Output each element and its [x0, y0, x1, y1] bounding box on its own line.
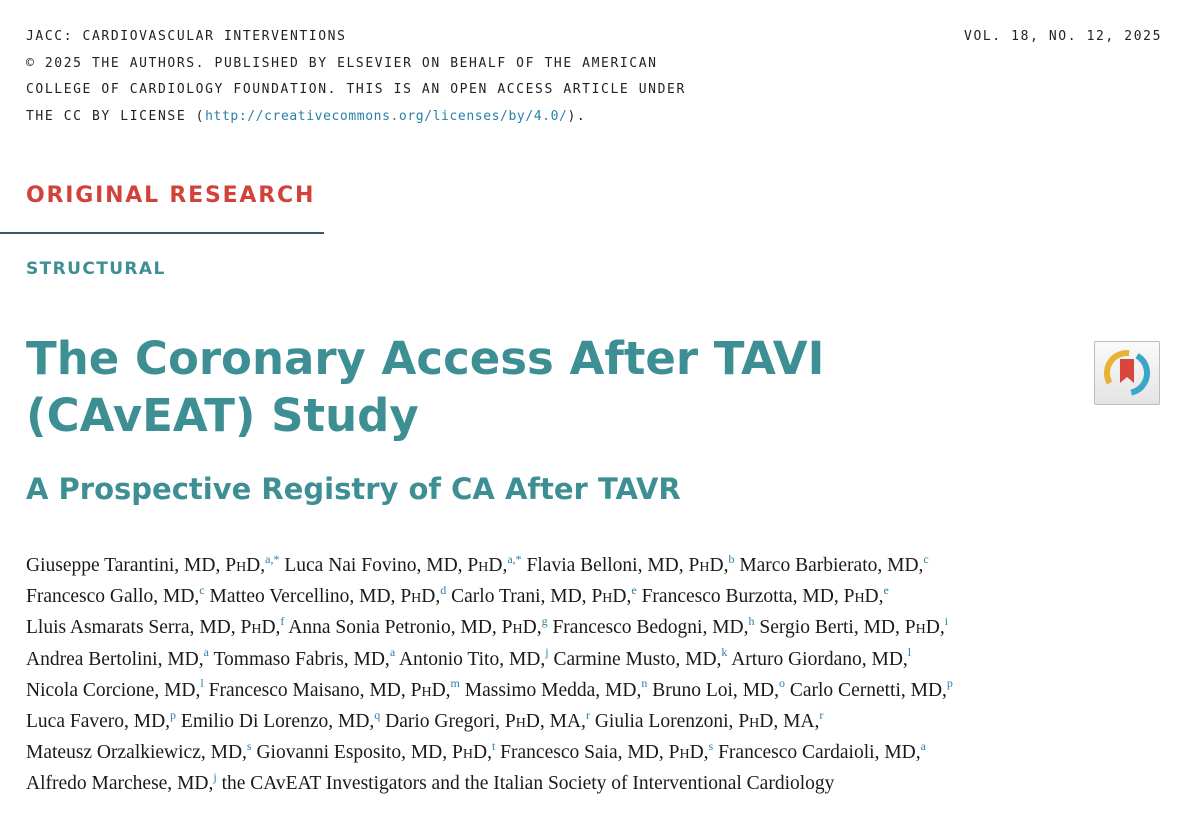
degree-smallcaps: hD: [699, 555, 724, 576]
degree-smallcaps: hD: [512, 617, 537, 639]
volume-info: VOL. 18, NO. 12, 2025: [964, 29, 1162, 44]
author: [26, 645, 209, 670]
author-degree: MD,: [353, 648, 390, 670]
check-for-updates-icon: [1095, 342, 1159, 404]
author: [26, 707, 177, 733]
author-name: Dario Gregori,: [385, 711, 505, 733]
author-name: Francesco Burzotta,: [641, 586, 803, 608]
affiliation-marker: a: [920, 738, 926, 753]
author-name: Giulia Lorenzoni,: [594, 711, 739, 733]
author-name: Francesco Bedogni,: [552, 617, 713, 639]
degree-smallcaps: hD: [478, 555, 503, 576]
author-list: [26, 550, 1176, 800]
author-degree: MD, PhD,: [199, 617, 281, 639]
author-name: Matteo Vercellino,: [209, 586, 360, 608]
author-degree: MD,: [210, 742, 247, 764]
affiliation-marker: s: [246, 738, 252, 753]
author: [526, 551, 735, 576]
affiliation-marker: s: [708, 738, 714, 753]
author-row: [26, 737, 1176, 768]
author: [180, 707, 381, 733]
author: [552, 613, 755, 639]
author-row: [26, 581, 1176, 612]
author-row: [26, 706, 1176, 737]
author: [288, 613, 548, 639]
author-name: Tommaso Fabris,: [213, 648, 354, 670]
author-degree: MD,: [508, 648, 546, 670]
author-name: Nicola Corcione,: [26, 679, 165, 701]
author: [739, 551, 929, 576]
affiliation-marker: r: [585, 707, 590, 722]
author-name: Francesco Gallo,: [26, 586, 163, 608]
author: [451, 582, 637, 608]
author: [26, 582, 205, 608]
author-name: Carlo Cernetti,: [789, 679, 911, 701]
degree-smallcaps: hD: [679, 742, 704, 764]
affiliation-marker: l: [907, 645, 912, 660]
affiliation-marker: b: [728, 551, 735, 566]
author: [553, 645, 728, 670]
degree-smallcaps: hD: [251, 617, 276, 639]
license-line-3: [26, 104, 686, 131]
author-name: Bruno Loi,: [652, 679, 743, 701]
affiliation-marker: a,*: [507, 551, 522, 566]
author-name: the CAvEAT Investigators and the Italian Society of Interventional Cardiology: [221, 773, 835, 795]
affiliation-marker: h: [748, 613, 755, 628]
section-label: ORIGINAL RESEARCH: [26, 183, 316, 208]
author-name: Massimo Medda,: [464, 679, 606, 701]
degree-smallcaps: hD: [854, 586, 879, 608]
author-degree: MD,: [167, 648, 204, 670]
title-line-2: (CAvEAT) Study: [26, 389, 419, 442]
author-degree: MD, PhD,: [863, 617, 945, 639]
affiliation-marker: a: [203, 645, 209, 660]
journal-name: JACC: CARDIOVASCULAR INTERVENTIONS: [26, 29, 347, 44]
affiliation-marker: e: [631, 582, 637, 597]
author-name: Emilio Di Lorenzo,: [180, 711, 338, 733]
author-degree: MD, PhD,: [426, 555, 508, 576]
author-degree: MD,: [910, 679, 947, 701]
author-name: Marco Barbierato,: [739, 555, 888, 576]
author-degree: MD,: [712, 617, 749, 639]
affiliation-marker: g: [541, 613, 548, 628]
author-row: [26, 675, 1176, 706]
title-line-1: The Coronary Access After TAVI: [26, 332, 825, 385]
license-line-2: COLLEGE OF CARDIOLOGY FOUNDATION. THIS IS AN OPEN ACCESS ARTICLE UNDER: [26, 82, 686, 97]
affiliation-marker: q: [374, 707, 381, 722]
affiliation-marker: c: [923, 551, 929, 566]
author-degree: MD,: [742, 679, 779, 701]
author-row: [26, 768, 1176, 799]
check-for-updates-badge[interactable]: [1094, 341, 1160, 405]
author: [652, 676, 785, 701]
author-degree: MD, PhD,: [647, 555, 729, 576]
author: [26, 613, 285, 639]
author: [594, 707, 824, 733]
author: [208, 676, 460, 701]
author-name: Francesco Cardaioli,: [718, 742, 885, 764]
author: [26, 676, 204, 701]
affiliation-marker: t: [491, 738, 496, 753]
author-name: Sergio Berti,: [759, 617, 864, 639]
author-name: Giovanni Esposito,: [256, 742, 411, 764]
author: [26, 738, 252, 764]
affiliation-marker: m: [450, 676, 460, 691]
author: [464, 676, 648, 701]
author-degree: MD, PhD,: [369, 679, 451, 701]
author: [213, 645, 396, 670]
author: [209, 582, 447, 608]
degree-smallcaps: hD: [462, 742, 488, 764]
affiliation-marker: e: [883, 582, 889, 597]
author-degree: MD,: [884, 742, 921, 764]
author-degree: MD,: [164, 679, 201, 701]
degree-smallcaps: hD: [749, 711, 774, 733]
author-degree: MD, PhD,: [802, 586, 884, 608]
author-name: Lluis Asmarats Serra,: [26, 617, 200, 639]
affiliation-marker: f: [280, 613, 285, 628]
affiliation-marker: k: [721, 645, 728, 660]
affiliation-marker: p: [170, 707, 177, 722]
author: [718, 738, 926, 764]
degree-smallcaps: hD: [421, 679, 446, 701]
degree-smallcaps: hD: [915, 617, 940, 639]
author-degree: PhD, MA,: [504, 711, 586, 733]
author-degree: MD, PhD,: [460, 617, 542, 639]
author-name: Luca Nai Fovino,: [284, 555, 427, 576]
author-name: Giuseppe Tarantini,: [26, 555, 185, 576]
author-degree: MD,: [605, 679, 642, 701]
affiliation-marker: l: [200, 676, 204, 691]
author-row: [26, 644, 1176, 675]
author: [222, 773, 835, 794]
author: [256, 738, 496, 764]
author-degree: MD,: [685, 648, 722, 670]
author: [284, 551, 522, 576]
author-name: Luca Favero,: [26, 711, 134, 733]
affiliation-marker: n: [641, 676, 648, 691]
author-name: Carmine Musto,: [553, 648, 686, 670]
author-row: [26, 550, 1176, 581]
author-degree: MD,: [887, 555, 924, 576]
article-title: [26, 330, 1026, 444]
author: [759, 613, 949, 639]
subsection-label: STRUCTURAL: [26, 259, 166, 279]
affiliation-marker: j: [213, 769, 217, 784]
author-name: Flavia Belloni,: [526, 555, 648, 576]
license-link[interactable]: http://creativecommons.org/licenses/by/4.0/: [205, 108, 568, 124]
journal-header: [26, 24, 686, 130]
affiliation-marker: a,*: [265, 551, 280, 566]
author-name: Francesco Saia,: [500, 742, 628, 764]
affiliation-marker: o: [778, 676, 785, 691]
license-line-1: © 2025 THE AUTHORS. PUBLISHED BY ELSEVIER ON BEHALF OF THE AMERICAN: [26, 55, 658, 71]
degree-smallcaps: hD: [602, 586, 627, 608]
author-name: Francesco Maisano,: [208, 679, 370, 701]
degree-smallcaps: hD: [236, 555, 261, 576]
license-prefix: THE CC BY LICENSE (: [26, 108, 206, 124]
affiliation-marker: r: [819, 707, 824, 722]
author-name: Arturo Giordano,: [731, 648, 872, 670]
author-degree: MD, PhD,: [550, 586, 632, 608]
author-degree: MD, PhD,: [410, 742, 492, 764]
author-name: Antonio Tito,: [398, 648, 509, 670]
section-divider: [0, 232, 324, 234]
author: [385, 707, 590, 733]
author-name: Andrea Bertolini,: [26, 648, 168, 670]
degree-smallcaps: hD: [411, 586, 436, 608]
author-name: Alfredo Marchese,: [26, 773, 178, 795]
author: [398, 645, 549, 670]
author-degree: MD, PhD,: [184, 555, 266, 576]
affiliation-marker: p: [946, 676, 953, 691]
author: [500, 738, 714, 764]
author: [789, 676, 953, 701]
affiliation-marker: a: [389, 645, 396, 660]
author: [731, 645, 912, 670]
license-suffix: ).: [567, 108, 587, 124]
author: [26, 769, 217, 795]
author-degree: MD, PhD,: [359, 586, 441, 608]
affiliation-marker: c: [199, 582, 205, 597]
author-name: Carlo Trani,: [451, 586, 551, 608]
author-degree: MD,: [871, 648, 908, 670]
author-name: Anna Sonia Petronio,: [288, 617, 461, 639]
author-degree: MD, PhD,: [627, 742, 709, 764]
affiliation-marker: i: [944, 613, 949, 628]
author-degree: MD,: [163, 586, 200, 608]
affiliation-marker: j: [545, 645, 549, 660]
author: [26, 551, 280, 576]
author-degree: MD,: [177, 773, 214, 795]
author-name: Mateusz Orzalkiewicz,: [26, 742, 211, 764]
author-degree: MD,: [337, 711, 375, 733]
author-degree: MD,: [133, 711, 171, 733]
author: [641, 582, 889, 608]
degree-smallcaps: hD: [515, 711, 540, 733]
author-degree: PhD, MA,: [738, 711, 820, 733]
affiliation-marker: d: [440, 582, 447, 597]
article-subtitle: A Prospective Registry of CA After TAVR: [26, 472, 681, 506]
author-row: [26, 612, 1176, 643]
